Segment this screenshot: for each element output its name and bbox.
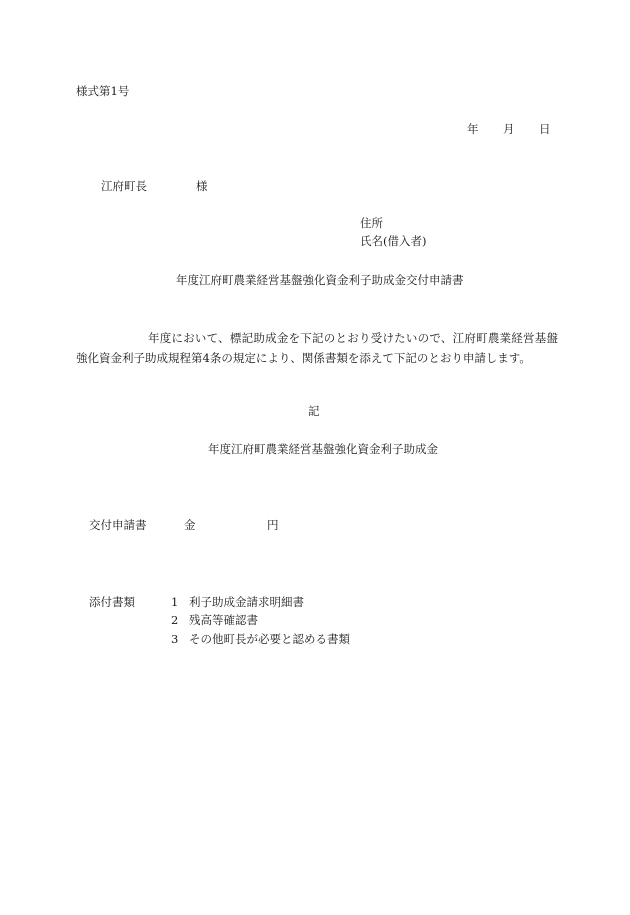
amount-yen: 円 (267, 518, 279, 532)
addressee-name: 江府町長 (101, 179, 147, 193)
attachment-text: その他町長が必要と認める書類 (189, 632, 350, 646)
amount-kin: 金 (184, 518, 196, 532)
attachment-text: 残高等確認書 (189, 613, 258, 627)
applicant-name-label: 氏名(借入者) (360, 234, 427, 248)
body-paragraph: 年度において、標記助成金を下記のとおり受けたいので、江府町農業経営基盤強化資金利子助成規程第4条の規定により、関係書類を添えて下記のとおり申請します。 (76, 331, 558, 365)
attachment-text: 利子助成金請求明細書 (189, 595, 304, 609)
attachment-number: 1 (171, 595, 179, 609)
date-year: 年 (467, 122, 479, 136)
attachment-number: 3 (171, 632, 179, 646)
addressee-honorific: 様 (196, 179, 208, 193)
date-month: 月 (503, 122, 515, 136)
ki-heading: 記 (308, 404, 320, 418)
attachments-label: 添付書類 (89, 595, 135, 609)
date-day: 日 (539, 122, 551, 136)
subject-line: 年度江府町農業経営基盤強化資金利子助成金 (208, 442, 438, 456)
form-number: 様式第1号 (76, 84, 130, 98)
attachment-number: 2 (171, 613, 179, 627)
applicant-address-label: 住所 (360, 216, 383, 230)
amount-label: 交付申請書 (89, 518, 147, 532)
document-title: 年度江府町農業経営基盤強化資金利子助成金交付申請書 (176, 273, 464, 287)
